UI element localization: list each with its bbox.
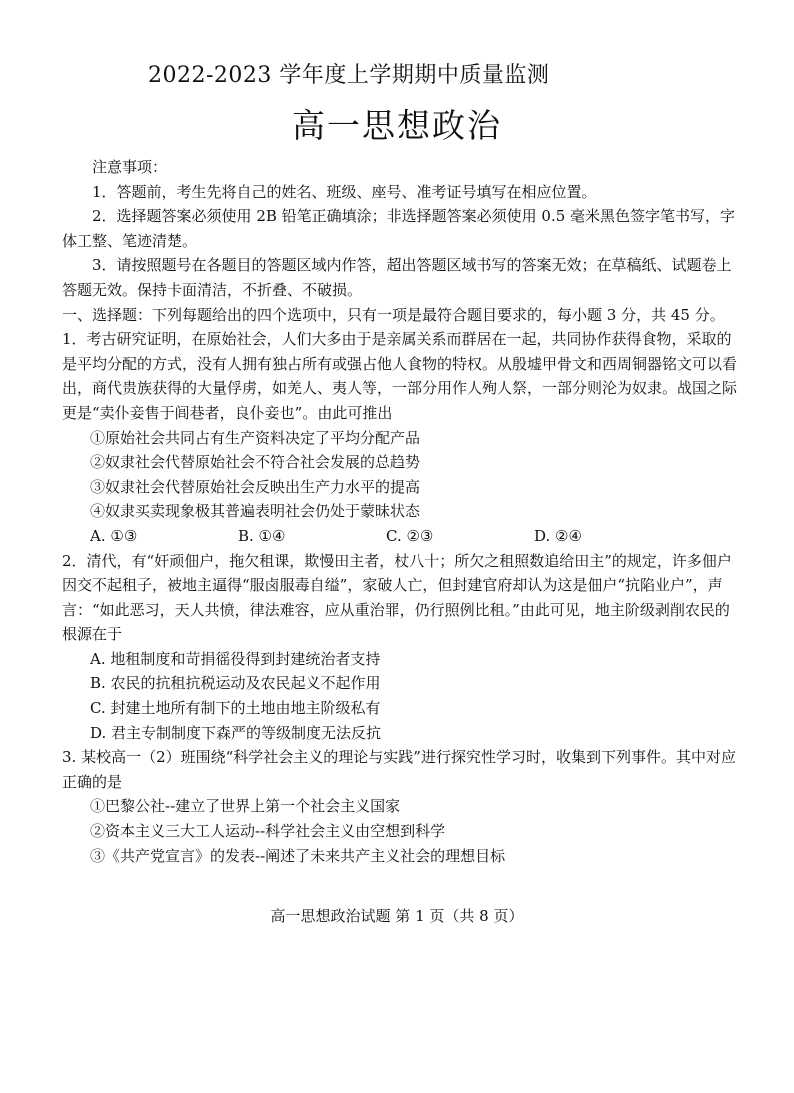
statement: ③奴隶社会代替原始社会反映出生产力水平的提高 xyxy=(90,477,421,496)
option-d: D. 君主专制制度下森严的等级制度无法反抗 xyxy=(90,723,382,742)
question-2-stem: 2．清代，有“奸顽佃户，拖欠租课，欺慢田主者，杖八十；所欠之租照数追给田主”的规定，许多佃户因交不起租子，被地主逼得“服卤服毒自缢”，家破人亡，但封建官府却认为这是佃户“抗陷业户”，声言：“如此恶习，天人共愤，律法难容，应从重治罪，仍行照例比租。”由此可见，地主阶级剥削农民的根源在于 xyxy=(62,551,732,644)
question-3-stem: 3. 某校高一（2）班围绕“科学社会主义的理论与实践”进行探究性学习时，收集到下列事件。其中对应正确的是 xyxy=(62,748,736,791)
notice-item: 2．选择题答案必须使用 2B 铅笔正确填涂；非选择题答案必须使用 0.5 毫米黑色签字笔书写，字体工整、笔迹清楚。 xyxy=(62,207,736,250)
choice-b: B. ①④ xyxy=(238,526,286,545)
notice-heading: 注意事项： xyxy=(92,158,168,176)
statement: ②奴隶社会代替原始社会不符合社会发展的总趋势 xyxy=(90,453,421,472)
subject-title: 高一思想政治 xyxy=(292,106,502,145)
notice-item: 3．请按照题号在各题目的答题区域内作答，超出答题区域书写的答案无效；在草稿纸、试题卷上答题无效。保持卡面清洁，不折叠、不破损。 xyxy=(62,256,732,299)
question-1-stem: 1．考古研究证明，在原始社会，人们大多由于是亲属关系而群居在一起，共同协作获得食物，采取的是平均分配的方式，没有人拥有独占所有或强占他人食物的特权。从殷墟甲骨文和西周铜器铭文可以看出，商代贵族获得的大量俘虏，如羌人、夷人等，一部分用作人殉人祭，一部分则沦为奴隶。战国之际更是“卖仆妾售于闾巷者，良仆妾也”。由此可推出 xyxy=(62,330,738,422)
notice-item: 1．答题前，考生先将自己的姓名、班级、座号、准考证号填写在相应位置。 xyxy=(92,182,597,201)
statement: ④奴隶买卖现象极其普遍表明社会仍处于蒙昧状态 xyxy=(90,502,421,521)
page-body xyxy=(62,155,738,868)
statement: ②资本主义三大工人运动--科学社会主义由空想到科学 xyxy=(90,822,446,841)
option-b: B. 农民的抗租抗税运动及农民起义不起作用 xyxy=(90,674,381,693)
option-a: A. 地租制度和苛捐徭役得到封建统治者支持 xyxy=(90,649,381,668)
statement: ①原始社会共同占有生产资料决定了平均分配产品 xyxy=(90,428,421,447)
exam-title: 2022-2023 学年度上学期期中质量监测 xyxy=(148,63,550,88)
choice-c: C. ②③ xyxy=(386,526,434,545)
page-footer: 高一思想政治试题 第 1 页（共 8 页） xyxy=(270,907,524,925)
section-heading: 一、选择题：下列每题给出的四个选项中，只有一项是最符合题目要求的，每小题 3 分，共 45 分。 xyxy=(62,305,725,324)
choice-a: A. ①③ xyxy=(90,526,138,545)
question-1-choices xyxy=(62,524,738,549)
option-c: C. 封建土地所有制下的土地由地主阶级私有 xyxy=(90,699,381,718)
statement: ①巴黎公社--建立了世界上第一个社会主义国家 xyxy=(90,797,401,816)
choice-d: D. ②④ xyxy=(534,526,582,545)
statement: ③《共产党宣言》的发表--阐述了未来共产主义社会的理想目标 xyxy=(90,846,506,865)
